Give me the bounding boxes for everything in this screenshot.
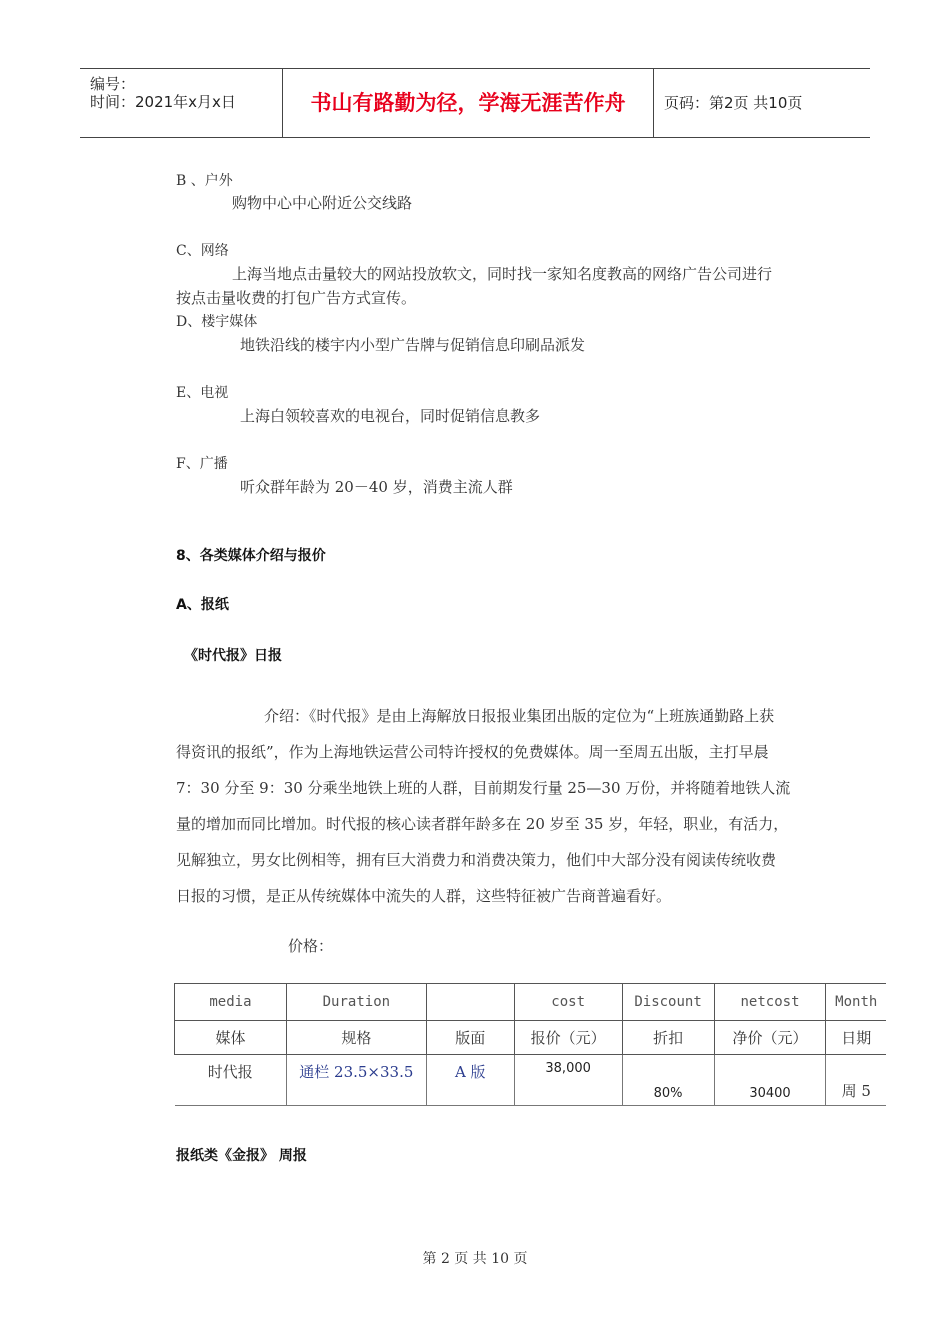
- table-header-cell: 折扣: [622, 1021, 714, 1055]
- section-d-text: 地铁沿线的楼宇内小型广告牌与促销信息印刷品派发: [240, 336, 586, 354]
- table-header-row-cn: [175, 1021, 887, 1055]
- table-header-cell: Discount: [622, 984, 714, 1021]
- header-page-label: 页码：第2页 共10页: [664, 94, 803, 112]
- section-c-text-1: 上海当地点击量较大的网站投放软文，同时找一家知名度教高的网络广告公司进行: [232, 265, 773, 283]
- cell-media: 时代报: [175, 1055, 287, 1106]
- page-header: [80, 68, 870, 138]
- heading-media-intro: 8、各类媒体介绍与报价: [176, 548, 326, 564]
- cell-cost: 38,000: [514, 1055, 622, 1106]
- table-header-cell: 净价（元）: [714, 1021, 826, 1055]
- table-header-cell: media: [175, 984, 287, 1021]
- header-motto: 书山有路勤为径，学海无涯苦作舟: [283, 69, 654, 137]
- table-header-cell: 日期: [826, 1021, 886, 1055]
- table-header-cell: cost: [514, 984, 622, 1021]
- cell-date: 周 5: [826, 1055, 886, 1106]
- paper-title: 《时代报》日报: [184, 648, 282, 664]
- table-header-cell: netcost: [714, 984, 826, 1021]
- table-row: [175, 1055, 887, 1106]
- price-label: 价格：: [288, 937, 334, 955]
- intro-line: 日报的习惯，是正从传统媒体中流失的人群，这些特征被广告商普遍看好。: [176, 887, 672, 905]
- date-label: 时间：2021年x月x日: [90, 93, 236, 111]
- table-header-row-en: [175, 984, 887, 1021]
- table-header-cell: [426, 984, 514, 1021]
- section-c-text-2: 按点击量收费的打包广告方式宣传。: [176, 289, 417, 307]
- intro-line: 7：30 分至 9：30 分乘坐地铁上班的人群，目前期发行量 25—30 万份，并将随着地铁人流: [176, 779, 791, 797]
- cell-spec: 通栏 23.5×33.5: [286, 1055, 426, 1106]
- cell-netcost: 30400: [714, 1055, 826, 1106]
- page-footer: 第 2 页 共 10 页: [422, 1251, 528, 1267]
- section-b-title: B 、户外: [176, 173, 233, 189]
- section-b-text: 购物中心中心附近公交线路: [232, 194, 413, 212]
- doc-number-label: 编号：: [90, 75, 136, 93]
- cell-discount: 80%: [622, 1055, 714, 1106]
- intro-line: 介绍：《时代报》是由上海解放日报报业集团出版的定位为“上班族通勤路上获: [264, 707, 775, 725]
- table-header-cell: Duration: [286, 984, 426, 1021]
- table-header-cell: 报价（元）: [514, 1021, 622, 1055]
- intro-line: 量的增加而同比增加。时代报的核心读者群年龄多在 20 岁至 35 岁，年轻，职业，有活力，: [176, 815, 789, 833]
- cell-page: A 版: [426, 1055, 514, 1106]
- heading-newspaper: A、报纸: [176, 597, 229, 613]
- section-e-text: 上海白领较喜欢的电视台，同时促销信息教多: [240, 407, 541, 425]
- intro-line: 得资讯的报纸”，作为上海地铁运营公司特许授权的免费媒体。周一至周五出版，主打早晨: [176, 743, 769, 761]
- intro-paragraph: [176, 698, 816, 914]
- header-meta-cell: [80, 69, 283, 137]
- table-header-cell: 规格: [286, 1021, 426, 1055]
- section-f-text: 听众群年龄为 20－40 岁，消费主流人群: [240, 478, 513, 496]
- price-table: [174, 983, 886, 1106]
- next-heading: 报纸类《金报》 周报: [176, 1148, 307, 1164]
- section-e-title: E、电视: [176, 385, 229, 401]
- table-header-cell: 版面: [426, 1021, 514, 1055]
- section-f-title: F、广播: [176, 456, 228, 472]
- intro-line: 见解独立，男女比例相等，拥有巨大消费力和消费决策力，他们中大部分没有阅读传统收费: [176, 851, 777, 869]
- table-header-cell: Month: [826, 984, 886, 1021]
- section-c-title: C、网络: [176, 243, 229, 259]
- section-d-title: D、楼宇媒体: [176, 314, 258, 330]
- table-header-cell: 媒体: [175, 1021, 287, 1055]
